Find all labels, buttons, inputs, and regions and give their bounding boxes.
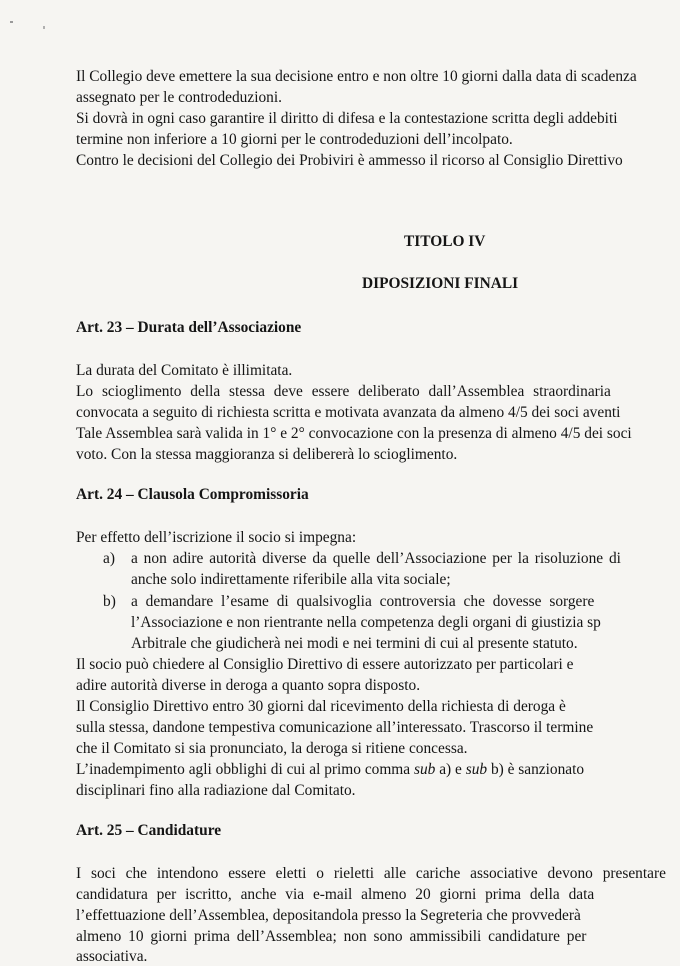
intro-line: Si dovrà in ogni caso garantire il diritto di difesa e la contestazione scritta degli addebiti: [76, 110, 618, 127]
art25-line: candidatura per iscritto, anche via e-mail almeno 20 giorni prima della data: [76, 886, 595, 903]
intro-line: Contro le decisioni del Collegio dei Probiviri è ammesso il ricorso al Consiglio Direttivo: [76, 152, 623, 169]
list-item-a-line: a non adire autorità diverse da quelle dell’Associazione per la risoluzione di: [131, 550, 621, 567]
art25-heading: Art. 25 – Candidature: [76, 822, 222, 839]
intro-line: assegnato per le controdeduzioni.: [76, 89, 282, 106]
art24-line: Il socio può chiedere al Consiglio Direttivo di essere autorizzato per particolari e: [76, 656, 574, 673]
sub-term: sub: [413, 761, 436, 778]
intro-line: termine non inferiore a 10 giorni per le controdeduzioni dell’incolpato.: [76, 131, 513, 148]
art24-line: disciplinari fino alla radiazione dal Comitato.: [76, 782, 356, 799]
art24-lead: Per effetto dell’iscrizione il socio si impegna:: [76, 529, 357, 546]
sanction-text: L’inadempimento agli obblighi di cui al primo comma: [76, 761, 414, 778]
sanction-text: a) e: [435, 761, 466, 778]
art25-line: associativa.: [76, 948, 148, 965]
sub-term: sub: [465, 761, 488, 778]
art23-line: voto. Con la stessa maggioranza si delibererà lo scioglimento.: [76, 446, 458, 463]
art24-heading: Art. 24 – Clausola Compromissoria: [76, 486, 309, 503]
title-heading: TITOLO IV: [404, 233, 486, 250]
art25-line: I soci che intendono essere eletti o rieletti alle cariche associative devono presentare: [76, 865, 666, 882]
scan-speck: [10, 21, 13, 23]
scan-speck: [43, 26, 45, 29]
art23-line: Lo scioglimento della stessa deve essere deliberato dall’Assemblea straordinaria: [76, 383, 611, 400]
art23-line: Tale Assemblea sarà valida in 1° e 2° convocazione con la presenza di almeno 4/5 dei soci: [76, 425, 632, 442]
list-marker-b: b): [103, 593, 116, 610]
art24-sanction-line: [76, 761, 584, 779]
list-item-a-line: anche solo indirettamente riferibile alla vita sociale;: [131, 571, 451, 588]
art24-line: che il Comitato si sia pronunciato, la deroga si ritiene concessa.: [76, 740, 468, 757]
art24-line: adire autorità diverse in deroga a quanto sopra disposto.: [76, 677, 421, 694]
art23-line: La durata del Comitato è illimitata.: [76, 362, 293, 379]
list-marker-a: a): [103, 550, 115, 567]
art23-heading: Art. 23 – Durata dell’Associazione: [76, 319, 302, 336]
intro-line: Il Collegio deve emettere la sua decisione entro e non oltre 10 giorni dalla data di scadenza: [76, 68, 637, 85]
subtitle-heading: DIPOSIZIONI FINALI: [362, 275, 519, 292]
list-item-b-line: a demandare l’esame di qualsivoglia controversia che dovesse sorgere: [131, 593, 595, 610]
list-item-b-line: l’Associazione e non rientrante nella competenza degli organi di giustizia sp: [131, 614, 601, 631]
art24-line: sulla stessa, dandone tempestiva comunicazione all’interessato. Trascorso il termine: [76, 719, 594, 736]
art23-line: convocata a seguito di richiesta scritta e motivata avanzata da almeno 4/5 dei soci aventi: [76, 404, 621, 421]
art24-line: Il Consiglio Direttivo entro 30 giorni dal ricevimento della richiesta di deroga è: [76, 698, 566, 715]
art25-line: almeno 10 giorni prima dell’Assemblea; non sono ammissibili candidature per: [76, 928, 587, 945]
list-item-b-line: Arbitrale che giudicherà nei modi e nei termini di cui al presente statuto.: [131, 635, 578, 652]
art25-line: l’effettuazione dell’Assemblea, depositandola presso la Segreteria che provvederà: [76, 907, 581, 924]
sanction-text: b) è sanzionato: [487, 761, 585, 778]
